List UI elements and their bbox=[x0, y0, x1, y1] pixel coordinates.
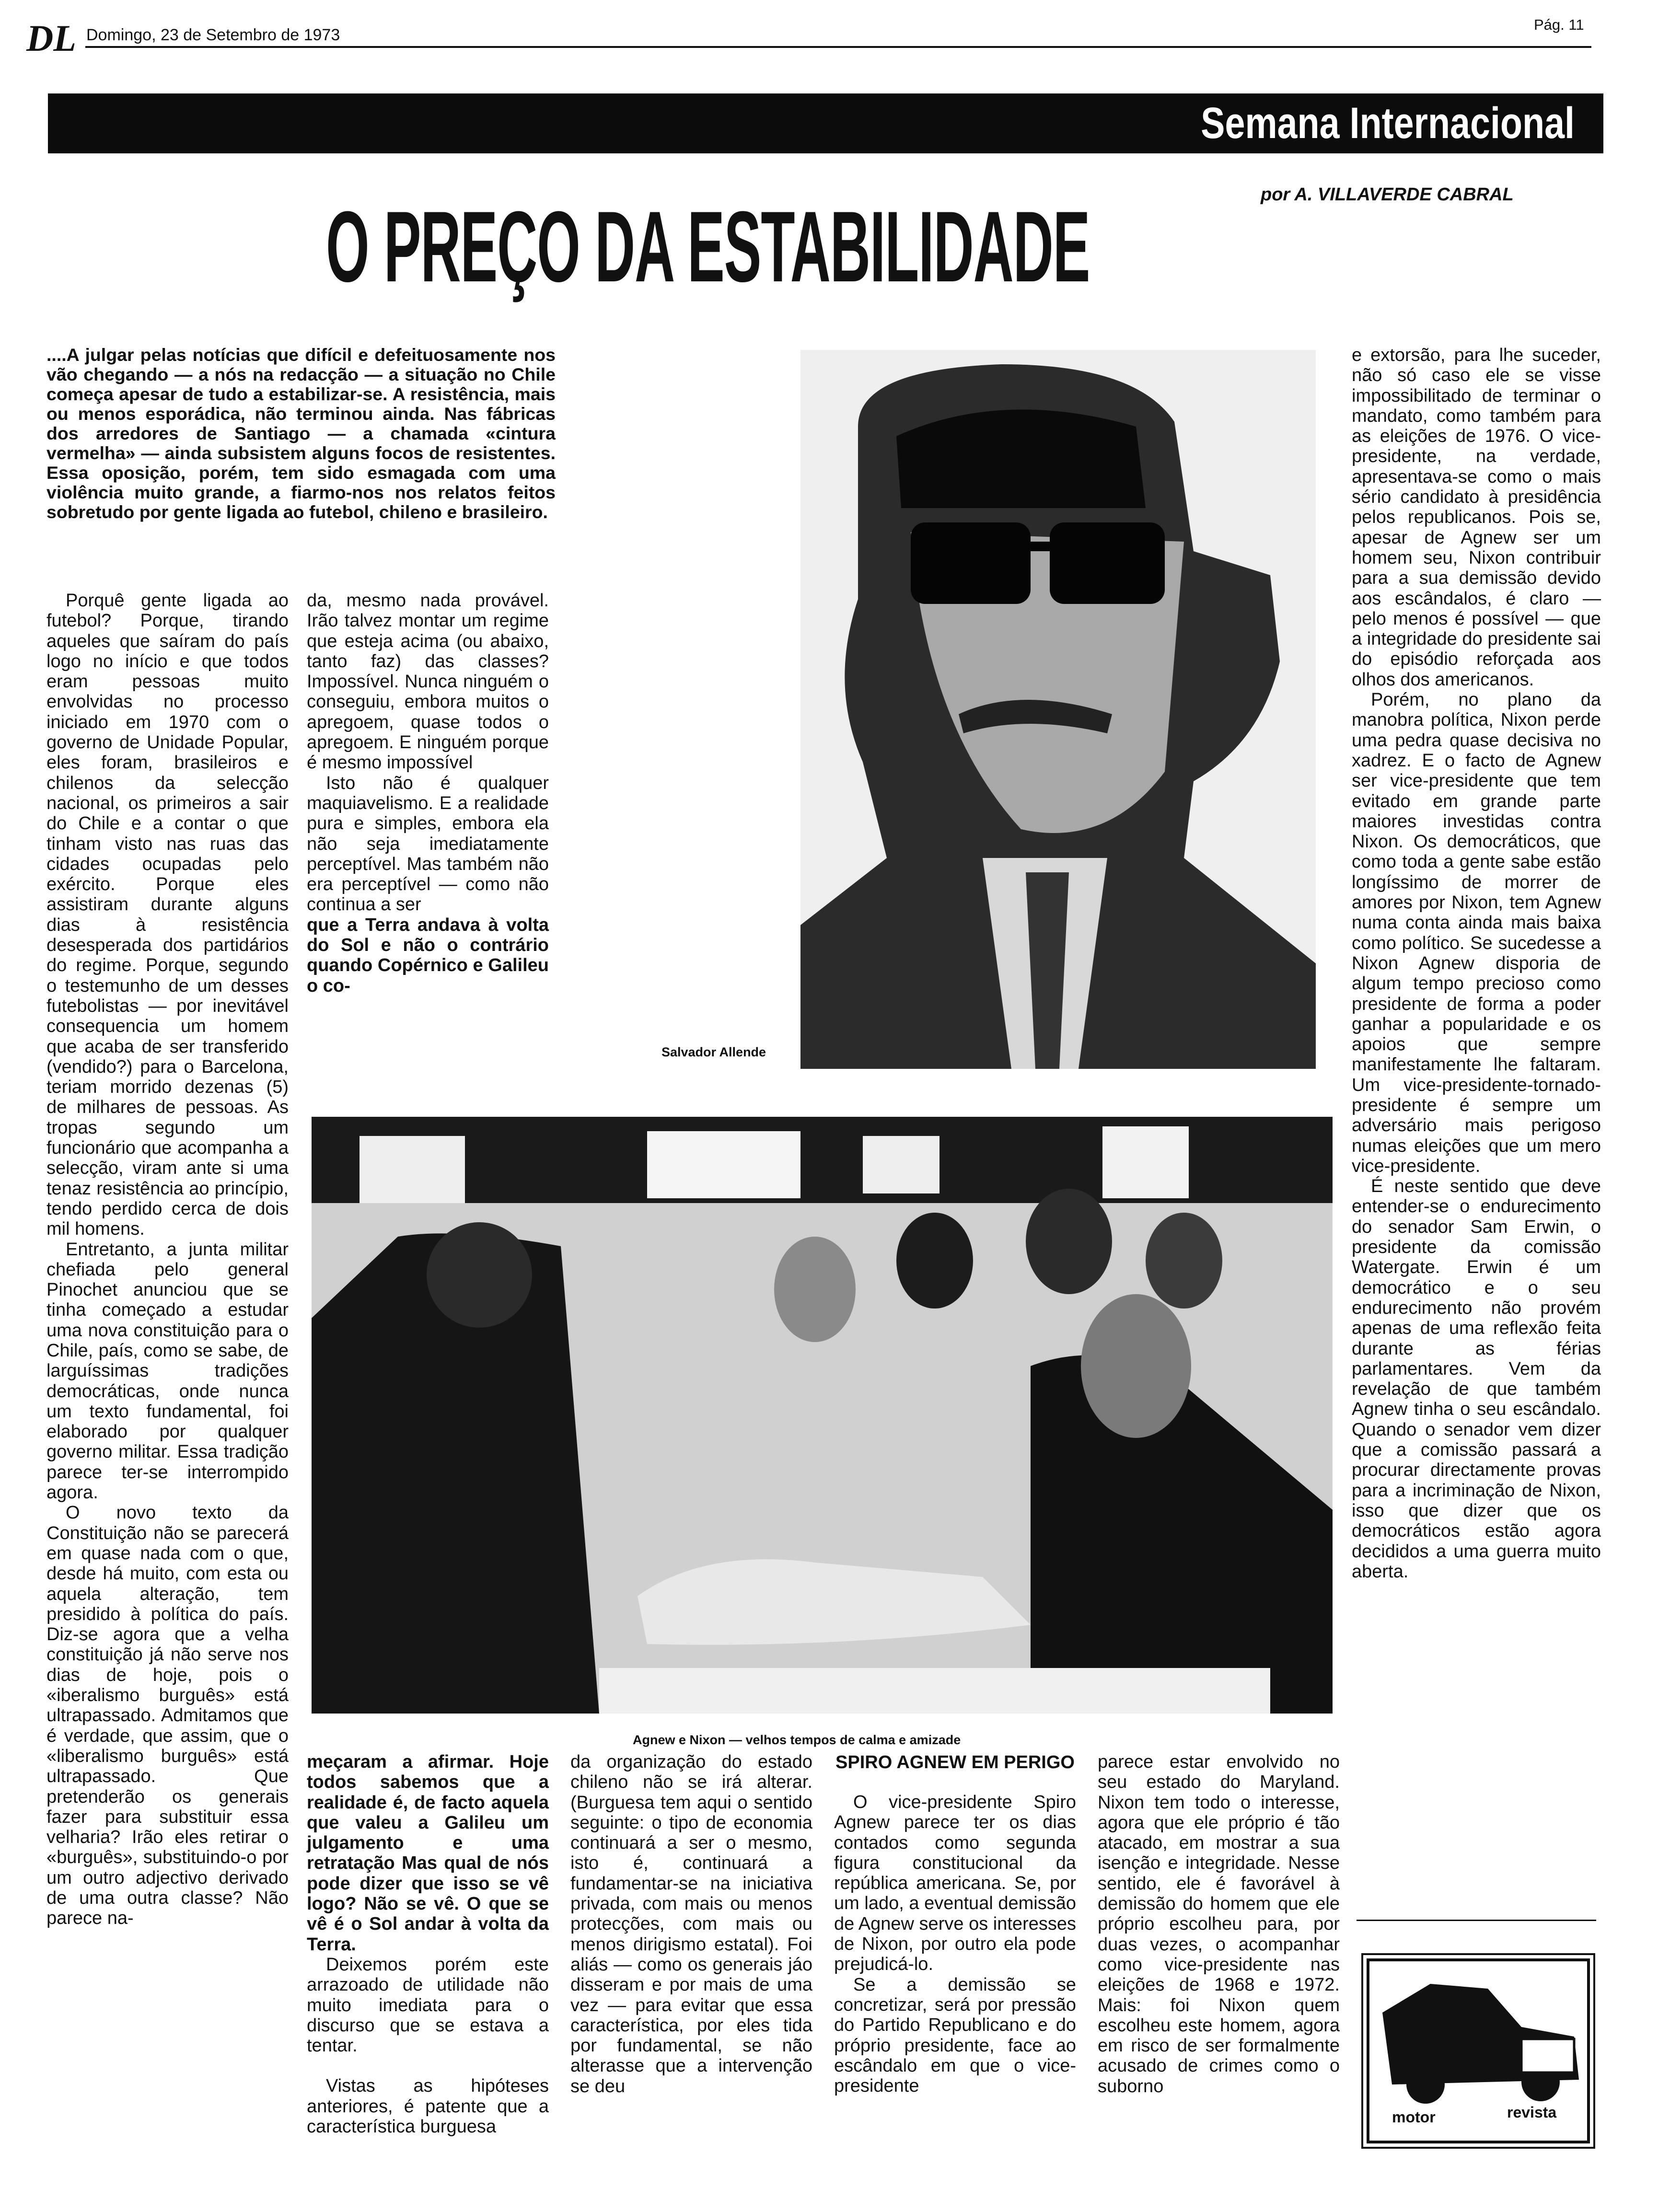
masthead-logo: DL bbox=[26, 17, 76, 59]
column-6 bbox=[1352, 345, 1601, 1582]
ad-label-motor: motor bbox=[1392, 2108, 1436, 2126]
ad-separator-rule bbox=[1357, 1920, 1596, 1921]
section-banner bbox=[48, 93, 1603, 153]
header-date: Domingo, 23 de Setembro de 1973 bbox=[86, 26, 340, 44]
paragraph: Deixemos porém este arrazoado de utilidade não muito imediata para o discurso que se estava a tentar. bbox=[307, 1954, 549, 2056]
agnew-nixon-caption: Agnew e Nixon — velhos tempos de calma e amizade bbox=[633, 1733, 961, 1747]
paragraph: Porém, no plano da manobra política, Nixon perde uma pedra quase decisiva no xadrez. E o facto de Agnew ser vice-presidente que tem evitado em grande parte maiores investidas contra Nixon. Os democráticos, que como toda a gente sabe estão longíssimo de morrer de amores por Nixon, tem Agnew numa conta ainda mais baixa como político. Se sucedesse a Nixon Agnew disporia de algum tempo precioso como presidente de forma a poder ganhar a popularidade e os apoios que sempre manifestamente lhe faltaram. Um vice-presidente-tornado-presidente é sempre um adversário mais perigoso numas eleições que um mero vice-presidente. bbox=[1352, 690, 1601, 1176]
header-page-number: Pág. 11 bbox=[1534, 16, 1584, 33]
paragraph: parece estar envolvido no seu estado do Maryland. Nixon tem todo o interesse, agora que ele próprio é tão atacado, em mostrar a sua isenção e integridade. Nesse sentido, ele é favorável à demissão do homem que ele próprio escolheu para, por duas vezes, o acompanhar como vice-presidente nas eleições de 1968 e 1972. Mais: foi Nixon quem escolheu este homem, agora em risco de ser formalmente acusado de crimes como o suborno bbox=[1098, 1752, 1340, 2096]
column-5-bottom bbox=[1098, 1752, 1340, 2096]
paragraph: Isto não é qualquer maquiavelismo. E a realidade pura e simples, embora ela não seja imediatamente perceptível. Mas também não era perceptível — como não continua a ser bbox=[307, 773, 549, 915]
motor-revista-ad bbox=[1361, 1953, 1595, 2149]
column-2-bottom bbox=[307, 1752, 549, 2137]
byline: por A. VILLAVERDE CABRAL bbox=[1261, 185, 1514, 205]
paragraph: O novo texto da Constituição não se parecerá em quase nada com o que, desde há muito, com esta ou aquela alteração, tem presidido à política do país. Diz-se agora que a velha constituição já não serve nos dias de hoje, pois o «iberalismo burguês» está ultrapassado. Admitamos que é verdade, que assim, que o «liberalismo burguês» está ultrapassado. Que pretenderão os generais fazer para substituir essa velharia? Irão eles retirar o «burguês», substituindo-o por um outro adjectivo derivado de uma outra classe? Não parece na- bbox=[46, 1503, 289, 1929]
lead-paragraph bbox=[46, 345, 556, 522]
paragraph: O vice-presidente Spiro Agnew parece ter os dias contados como segunda figura constitucional da república americana. Se, por um lado, a eventual demissão de Agnew serve os interesses de Nixon, por outro ela pode prejudicá-lo. bbox=[834, 1792, 1076, 1975]
header-rule bbox=[85, 46, 1591, 48]
subhead: SPIRO AGNEW EM PERIGO bbox=[835, 1752, 1075, 1772]
allende-caption: Salvador Allende bbox=[661, 1045, 766, 1059]
allende-photo bbox=[800, 350, 1316, 1069]
paragraph: que a Terra andava à volta do Sol e não o contrário quando Copérnico e Galileu o co- bbox=[307, 915, 549, 996]
paragraph: É neste sentido que deve entender-se o endurecimento do senador Sam Erwin, o presidente da comissão Watergate. Erwin é um democrático e o seu endurecimento não provém apenas de uma reflexão feita durante as férias parlamentares. Vem da revelação de que também Agnew tinha o seu escândalo. Quando o senador vem dizer que a comissão passará a procurar directamente provas para a incriminação de Nixon, isso que dizer que os democráticos estão agora decididos a uma guerra muito aberta. bbox=[1352, 1176, 1601, 1582]
paragraph: meçaram a afirmar. Hoje todos sabemos que a realidade é, de facto aquela que valeu a Galileu um julgamento e uma retratação Mas qual de nós pode dizer que isso se vê logo? Não se vê. O que se vê é o Sol andar à volta da Terra. bbox=[307, 1752, 549, 1955]
paragraph: Entretanto, a junta militar chefiada pelo general Pinochet anunciou que se tinha começado a estudar uma nova constituição para o Chile, país, como se sabe, de larguíssimas tradições democráticas, onde nunca um texto fundamental, foi elaborado por qualquer governo militar. Essa tradição parece ter-se interrompido agora. bbox=[46, 1239, 289, 1503]
agnew-nixon-image bbox=[312, 1117, 1333, 1714]
paragraph: da, mesmo nada provável. Irão talvez montar um regime que esteja acima (ou abaixo, tanto faz) das classes? Impossível. Nunca ninguém o conseguiu, embora muitos o apregoem, quase todos o apregoem. E ninguém porque é mesmo impossível bbox=[307, 591, 549, 773]
lead-text: ....A julgar pelas notícias que difícil e defeituosamente nos vão chegando — a nós na redacção — a situação no Chile começa apesar de tudo a estabilizar-se. A resistência, mais ou menos esporádica, não terminou ainda. Nas fábricas dos arredores de Santiago — a chamada «cintura vermelha» — ainda subsistem alguns focos de resistentes. Essa oposição, porém, tem sido esmagada com uma violência muito grande, a fiarmo-nos nos relatos feitos sobretudo por gente ligada ao futebol, chileno e brasileiro. bbox=[46, 345, 556, 522]
headline: O PREÇO DA ESTABILIDADE bbox=[326, 190, 1090, 303]
ad-label-revista: revista bbox=[1507, 2104, 1557, 2121]
paragraph: e extorsão, para lhe suceder, não só caso ele se visse impossibilitado de terminar o mandato, como também para as eleições de 1976. O vice-presidente, na verdade, apresentava-se como o mais sério candidato à presidência pelos republicanos. Pois se, apesar de Agnew ser um homem seu, Nixon contribuir para a sua demissão devido aos escândalos, é claro — pelo menos é possível — que a integridade do presidente sai do episódio reforçada aos olhos dos americanos. bbox=[1352, 345, 1601, 690]
paragraph: da organização do estado chileno não se irá alterar. (Burguesa tem aqui o sentido seguinte: o tipo de economia continuará a ser o mesmo, isto é, continuará a fundamentar-se na iniciativa privada, com mais ou menos protecções, com mais ou menos dirigismo estatal). Foi aliás — como os generais jáo disseram e por mais de uma vez — para evitar que essa característica, por eles tida por fundamental, se não alterasse que a intervenção se deu bbox=[570, 1752, 812, 2096]
section-banner-title: Semana Internacional bbox=[1201, 99, 1575, 148]
column-2-top bbox=[307, 591, 549, 996]
paragraph: Vistas as hipóteses anteriores, é patente que a característica burguesa bbox=[307, 2076, 549, 2137]
agnew-nixon-photo bbox=[312, 1117, 1333, 1714]
paragraph: Porquê gente ligada ao futebol? Porque, tirando aqueles que saíram do país logo no início e que todos eram pessoas muito envolvidas no processo iniciado em 1970 com o governo de Unidade Popular, eles foram, brasileiros e chilenos da selecção nacional, os primeiros a sair do Chile e a contar o que tinham visto nas ruas das cidades ocupadas pelo exército. Porque eles assistiram durante alguns dias à resistência desesperada dos partidários do regime. Porque, segundo o testemunho de um desses futebolistas — por inevitável consequencia um homem que acaba de ser transferido (vendido?) para o Barcelona, teriam morrido dezenas (5) de milhares de pessoas. As tropas segundo um funcionário que acompanha a selecção, viram ante si uma tenaz resistência ao princípio, tendo perdido cerca de dois mil homens. bbox=[46, 591, 289, 1239]
paragraph: Se a demissão se concretizar, será por pressão do Partido Republicano e do próprio presidente, face ao escândalo em que o vice-presidente bbox=[834, 1974, 1076, 2096]
column-4-bottom bbox=[834, 1752, 1076, 2096]
column-1 bbox=[46, 591, 289, 1929]
column-3-bottom bbox=[570, 1752, 812, 2096]
allende-portrait-image bbox=[800, 350, 1316, 1069]
